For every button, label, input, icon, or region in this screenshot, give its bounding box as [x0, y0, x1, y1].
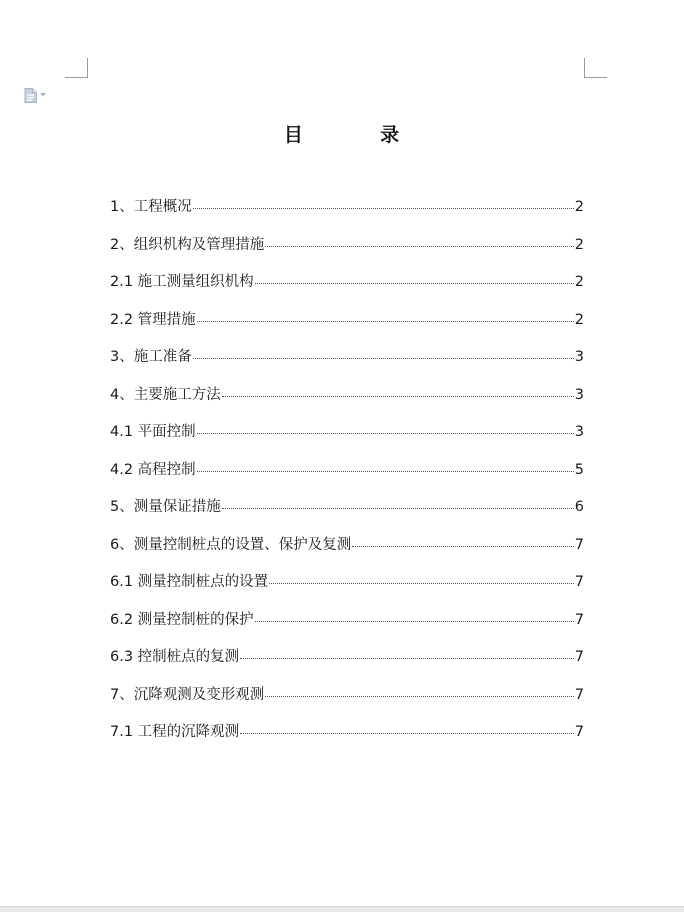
- toc-entry[interactable]: [110, 309, 584, 347]
- toc-entry[interactable]: [110, 421, 584, 459]
- toc-entry-label: 5、测量保证措施: [110, 499, 221, 515]
- document-structure-button[interactable]: [24, 87, 56, 103]
- toc-entry[interactable]: [110, 721, 584, 759]
- toc-entry-label: 3、施工准备: [110, 349, 192, 365]
- toc-entry-page-number: 3: [574, 386, 584, 403]
- toc-title: 目 录: [283, 124, 401, 146]
- chevron-down-icon: [40, 93, 46, 97]
- toc-entry-label: 1、工程概况: [110, 199, 192, 215]
- toc-entry[interactable]: [110, 684, 584, 722]
- toc-dot-leader: [265, 245, 574, 247]
- toc-entry-label: 4、主要施工方法: [110, 386, 221, 403]
- toc-entry[interactable]: [110, 234, 584, 272]
- toc-entry-label: 7.1 工程的沉降观测: [110, 724, 240, 740]
- top-left-margin-mark: [65, 58, 88, 78]
- toc-entry-page-number: 7: [574, 574, 584, 590]
- toc-entry[interactable]: [110, 271, 584, 309]
- top-right-margin-mark: [584, 58, 607, 78]
- toc-entry-page-number: 2: [574, 199, 584, 215]
- toc-entry-label: 2.1 施工测量组织机构: [110, 274, 254, 290]
- toc-entry-label: 6.3 控制桩点的复测: [110, 649, 240, 665]
- toc-entry-label: 6.1 测量控制桩点的设置: [110, 574, 269, 590]
- toc-entry-label: 4.1 平面控制: [110, 424, 196, 440]
- toc-entry-label: 2.2 管理措施: [110, 311, 196, 328]
- toc-entry-page-number: 3: [574, 424, 584, 440]
- toc-dot-leader: [197, 470, 574, 472]
- toc-entry-label: 4.2 高程控制: [110, 461, 196, 478]
- toc-entry-label: 6.2 测量控制桩的保护: [110, 611, 254, 628]
- toc-entry-page-number: 2: [574, 311, 584, 328]
- toc-dot-leader: [197, 320, 574, 322]
- toc-dot-leader: [265, 695, 574, 697]
- toc-entry[interactable]: [110, 534, 584, 572]
- toc-entry-page-number: 2: [574, 236, 584, 253]
- toc-entry-page-number: 6: [574, 499, 584, 515]
- toc-entry-label: 6、测量控制桩点的设置、保护及复测: [110, 536, 352, 553]
- toc-entry[interactable]: [110, 459, 584, 497]
- toc-dot-leader: [352, 545, 574, 547]
- toc-dot-leader: [255, 620, 574, 622]
- toc-entry[interactable]: [110, 609, 584, 647]
- page-bottom-edge: [0, 906, 684, 912]
- toc-dot-leader: [197, 432, 574, 434]
- toc-entry-page-number: 7: [574, 611, 584, 628]
- toc-entry-page-number: 7: [574, 686, 584, 703]
- toc-dot-leader: [193, 207, 574, 209]
- toc-entry-page-number: 7: [574, 724, 584, 740]
- toc-dot-leader: [240, 657, 574, 659]
- toc-entry-page-number: 5: [574, 461, 584, 478]
- toc-entry[interactable]: [110, 346, 584, 384]
- toc-entry-label: 2、组织机构及管理措施: [110, 236, 265, 253]
- toc-entry[interactable]: [110, 646, 584, 684]
- toc-entry-page-number: 7: [574, 649, 584, 665]
- toc-dot-leader: [222, 507, 574, 509]
- toc-dot-leader: [255, 282, 574, 284]
- toc-dot-leader: [193, 357, 574, 359]
- toc-entry-page-number: 7: [574, 536, 584, 553]
- toc-entry-page-number: 3: [574, 349, 584, 365]
- toc-dot-leader: [240, 732, 574, 734]
- toc-entry[interactable]: [110, 196, 584, 234]
- toc-entry[interactable]: [110, 496, 584, 534]
- toc-dot-leader: [222, 395, 574, 397]
- toc-entry[interactable]: [110, 384, 584, 422]
- toc-entry-label: 7、沉降观测及变形观测: [110, 686, 265, 703]
- toc-entry-page-number: 2: [574, 274, 584, 290]
- toc-dot-leader: [269, 582, 574, 584]
- document-icon: [24, 88, 37, 103]
- toc-entry[interactable]: [110, 571, 584, 609]
- table-of-contents: [110, 196, 584, 759]
